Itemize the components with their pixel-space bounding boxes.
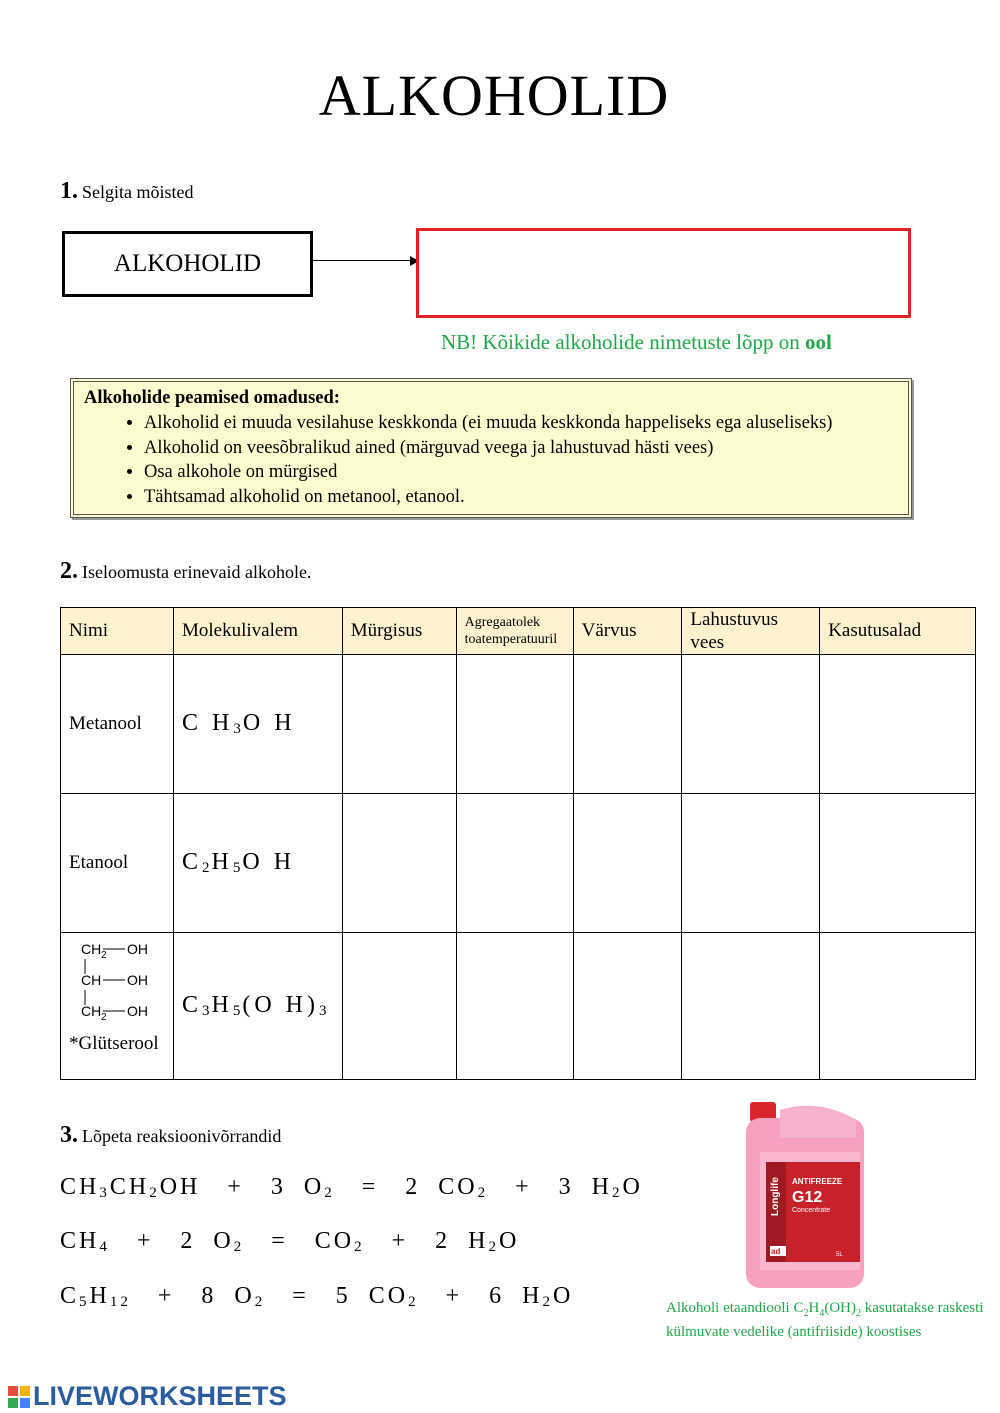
answer-cell[interactable] [682, 655, 820, 794]
cell-formula: $C_3H_5(O$ $H)_3$ [173, 933, 342, 1080]
antifreeze-caption: Alkoholi etaandiooli $C_2H_4(OH)_2$ kasutatakse raskesti külmuvate vedelike (antifriiside) koostises [666, 1300, 984, 1340]
svg-text:OH: OH [127, 972, 148, 988]
properties-heading: Alkoholide peamised omadused: [84, 388, 340, 408]
answer-cell[interactable] [456, 794, 573, 933]
answer-cell[interactable] [820, 933, 976, 1080]
section-1-heading [60, 178, 194, 205]
list-item: • Alkoholid on veesõbralikud ained (märguvad veega ja lahustuvad hästi vees) [144, 436, 898, 461]
answer-cell[interactable] [342, 655, 456, 794]
header-murgisus: Mürgisus [342, 608, 456, 655]
svg-text:CH: CH [81, 1003, 102, 1019]
equation-1[interactable]: $CH_3CH_2OH + 3$ $O_2 = 2$ $CO_2 + 3$ $H_2O$ [60, 1174, 643, 1201]
header-lahustuvus: Lahustuvus vees [682, 608, 820, 655]
svg-text:ad: ad [771, 1247, 781, 1256]
list-item: • Alkoholid ei muuda vesilahuse keskkonda (ei muuda keskkonda happeliseks ega aluseliseks) [144, 411, 898, 436]
svg-text:G12: G12 [792, 1189, 823, 1206]
svg-text:OH: OH [127, 941, 148, 957]
table-row [61, 933, 976, 1080]
section-2-number: 2. [60, 558, 78, 584]
logo-mark-icon [8, 1386, 30, 1408]
svg-text:5L: 5L [836, 1252, 843, 1258]
header-molekulivalem: Molekulivalem [173, 608, 342, 655]
cell-formula: $C_2H_5O$ H [173, 794, 342, 933]
svg-text:Longlife: Longlife [770, 1177, 781, 1216]
answer-cell[interactable] [456, 933, 573, 1080]
table-row [61, 655, 976, 794]
list-item: • Osa alkohole on mürgised [144, 460, 898, 485]
table-header-row [61, 608, 976, 655]
nb-note [441, 330, 832, 355]
logo-text: LIVEWORKSHEETS [33, 1381, 287, 1411]
equation-3[interactable]: $C_5H_{12} + 8$ $O_2 = 5$ $CO_2 + 6$ $H_2O$ [60, 1283, 574, 1310]
answer-cell[interactable] [456, 655, 573, 794]
list-item: • Tähtsamad alkoholid on metanool, etanool. [144, 485, 898, 510]
svg-text:2: 2 [101, 950, 107, 961]
liveworksheets-logo [8, 1381, 287, 1412]
arrow-line [311, 260, 411, 261]
answer-cell[interactable] [342, 794, 456, 933]
section-3-number: 3. [60, 1122, 78, 1148]
cell-formula: C $H_3O$ H [173, 655, 342, 794]
section-3-label: Lõpeta reaksioonivõrrandid [82, 1126, 282, 1146]
header-kasutusalad: Kasutusalad [820, 608, 976, 655]
section-2-heading [60, 558, 311, 585]
term-box: ALKOHOLID [62, 231, 313, 297]
svg-text:CH: CH [81, 941, 102, 957]
cell-name: Metanool [61, 655, 174, 794]
page-title: ALKOHOLID [318, 63, 670, 128]
svg-text:CH: CH [81, 972, 102, 988]
header-varvus: Värvus [573, 608, 682, 655]
svg-text:Concentrate: Concentrate [792, 1207, 831, 1214]
alcohols-table [60, 607, 976, 1080]
svg-text:OH: OH [127, 1003, 148, 1019]
nb-text: NB! Kõikide alkoholide nimetuste lõpp on [441, 330, 805, 354]
properties-list [84, 411, 898, 509]
answer-cell[interactable] [820, 655, 976, 794]
cell-name: Etanool [61, 794, 174, 933]
answer-cell[interactable] [342, 933, 456, 1080]
svg-text:2: 2 [101, 1012, 107, 1023]
answer-cell[interactable] [682, 933, 820, 1080]
section-3-heading [60, 1122, 281, 1149]
svg-text:ANTIFREEZE: ANTIFREEZE [792, 1177, 843, 1186]
glycerol-name: *Glütserool [69, 1033, 159, 1054]
cell-name [61, 933, 174, 1080]
definition-answer-box[interactable] [416, 228, 911, 318]
properties-box [70, 378, 912, 518]
answer-cell[interactable] [682, 794, 820, 933]
equation-2[interactable]: $CH_4 + 2$ $O_2 = CO_2 + 2$ $H_2O$ [60, 1228, 520, 1255]
answer-cell[interactable] [573, 933, 682, 1080]
section-2-label: Iseloomusta erinevaid alkohole. [82, 562, 312, 582]
table-row [61, 794, 976, 933]
section-1-number: 1. [60, 178, 78, 204]
answer-cell[interactable] [573, 794, 682, 933]
antifreeze-canister-image [740, 1098, 870, 1290]
answer-cell[interactable] [820, 794, 976, 933]
glycerol-structure [69, 941, 164, 1023]
header-agregaatolek: Agregaatolek toatemperatuuril [456, 608, 573, 655]
answer-cell[interactable] [573, 655, 682, 794]
header-nimi: Nimi [61, 608, 174, 655]
section-1-label: Selgita mõisted [82, 182, 194, 202]
nb-suffix: ool [804, 330, 832, 354]
